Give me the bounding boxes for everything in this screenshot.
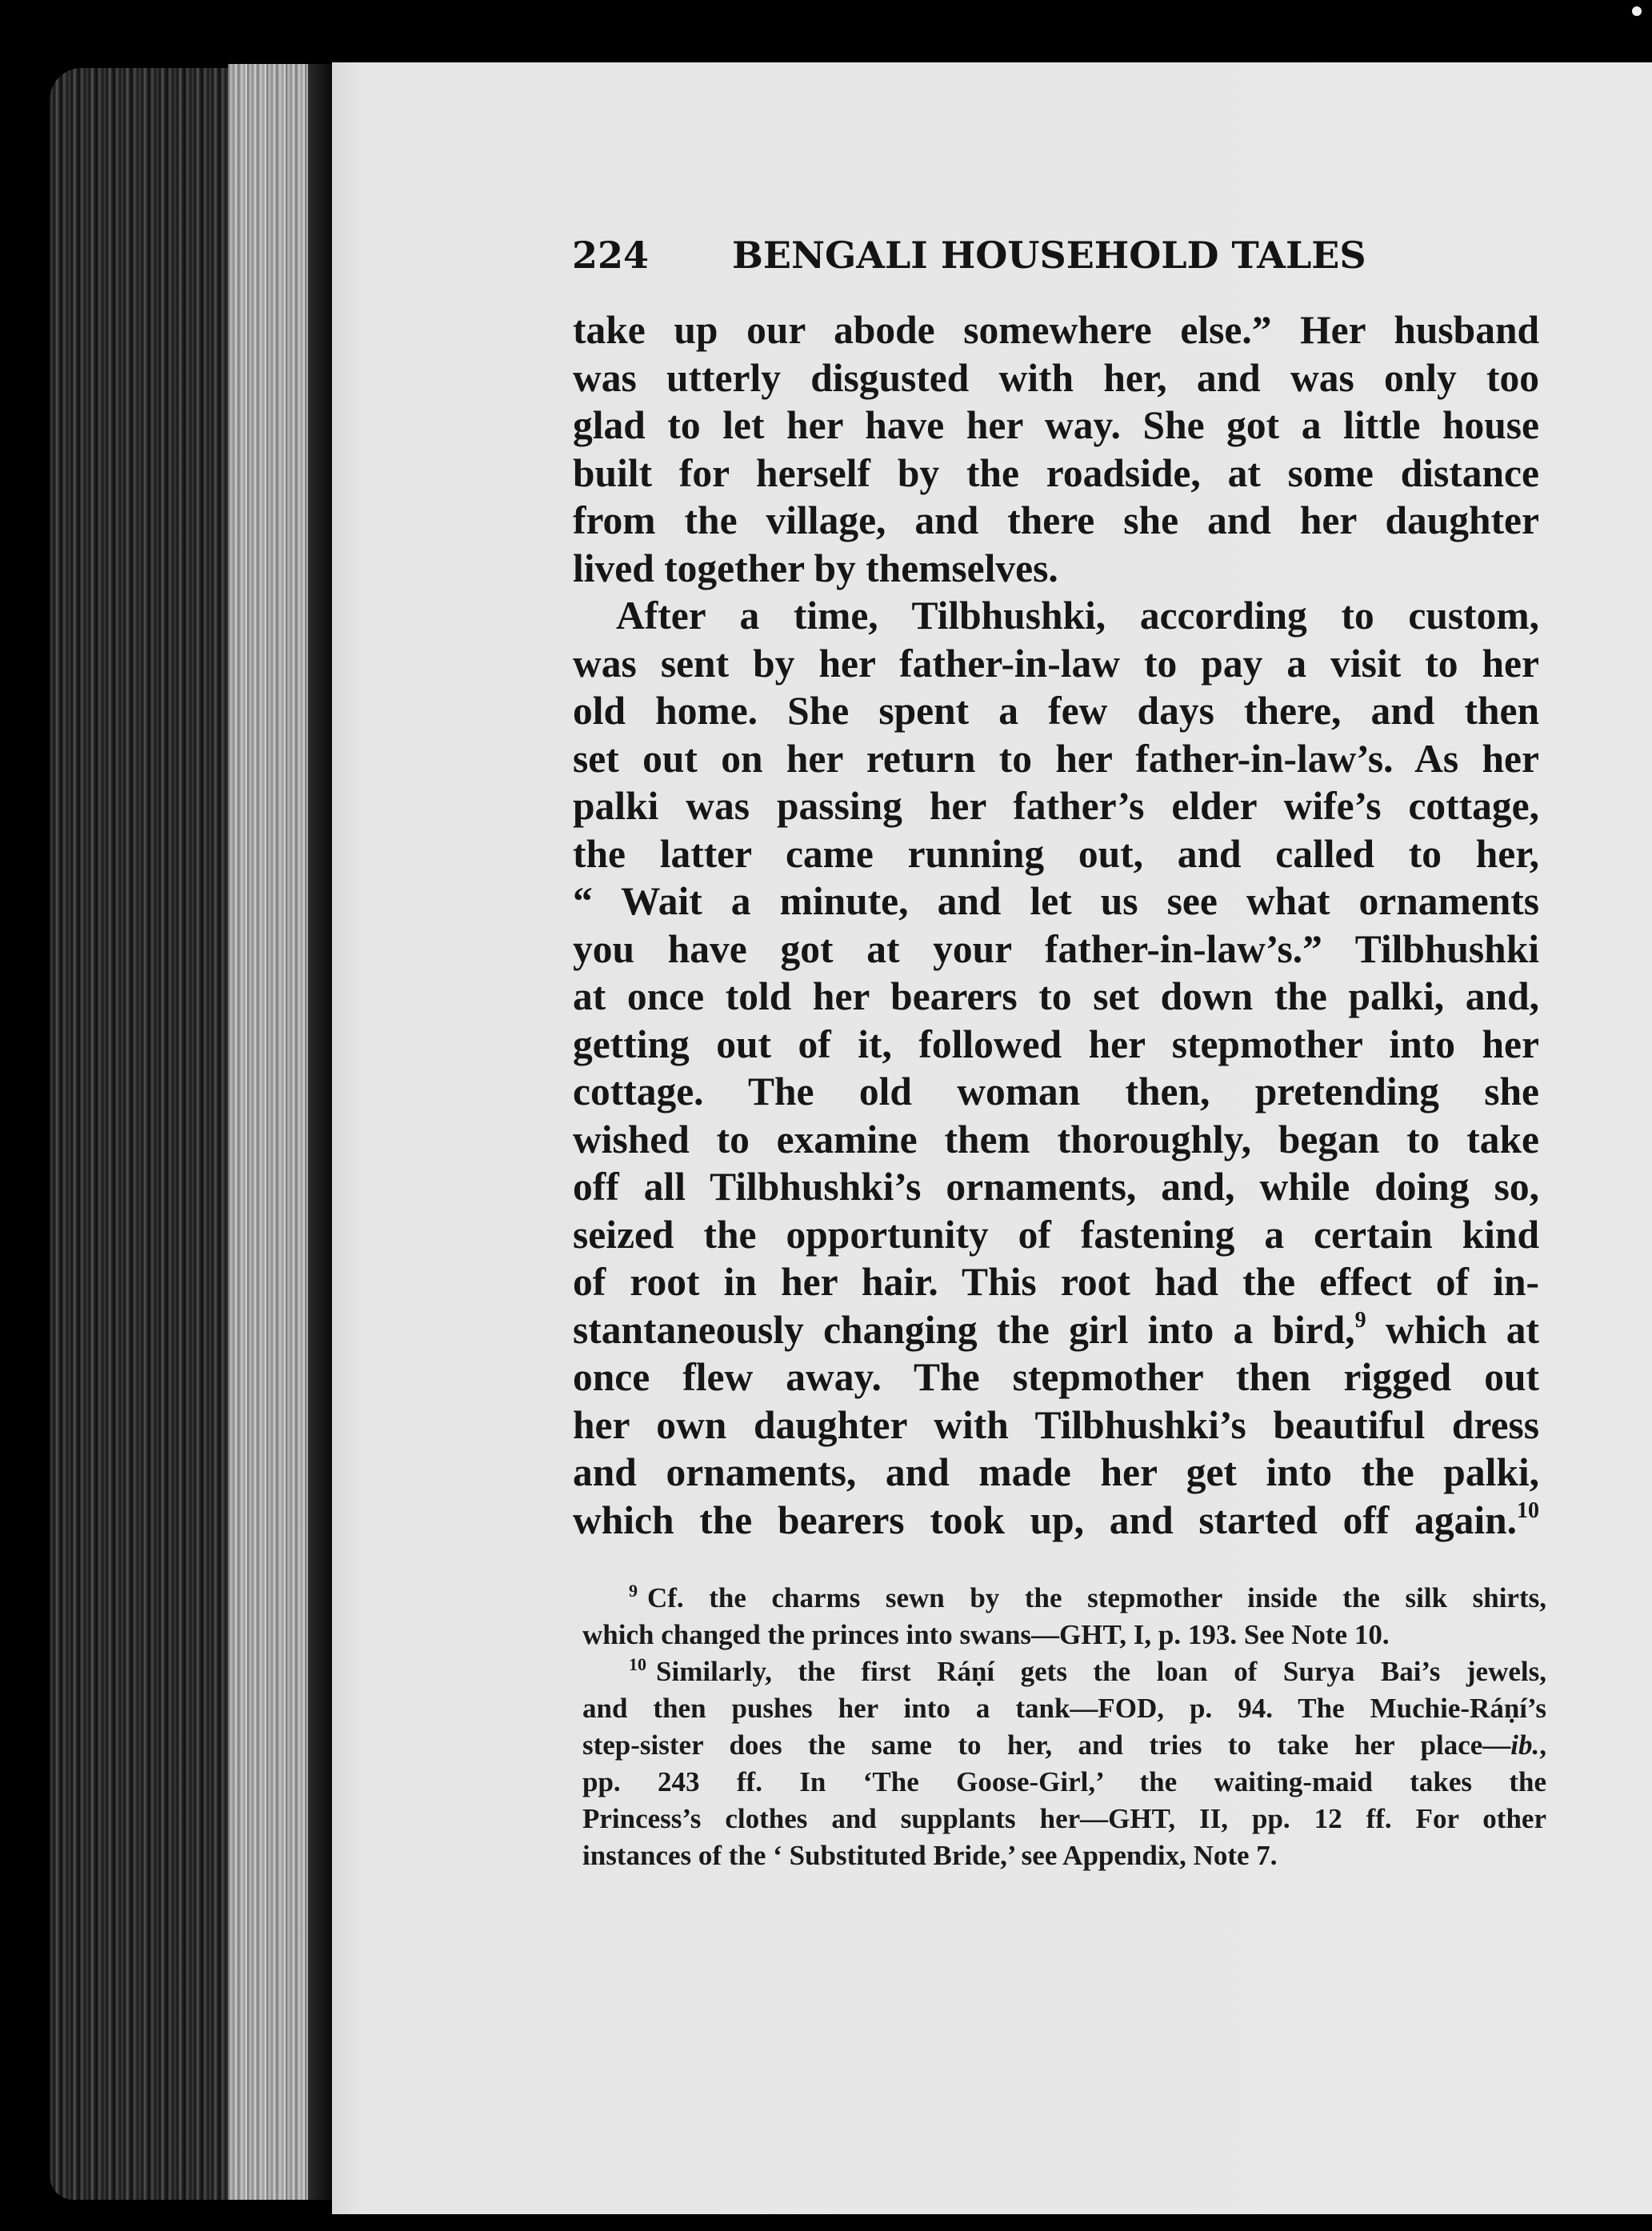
page-number: 224 [572, 234, 650, 277]
text-line: was utterly disgusted with her, and was only too [573, 355, 1539, 400]
footnote-10 [582, 1653, 1546, 1874]
text-line: “ Wait a minute, and let us see what ornaments [573, 879, 1539, 923]
paragraph-1 [573, 306, 1539, 592]
scan-speck [1632, 6, 1642, 16]
text-line-with-footnote-10 [573, 1497, 1539, 1545]
text-line: old home. She spent a few days there, and then [573, 689, 1539, 733]
text-line: take up our abode somewhere else.” Her husband [573, 308, 1539, 352]
gutter-shadow [308, 64, 332, 2200]
footnote-line: instances of the ‘ Substituted Bride,’ see Appendix, Note 7. [582, 1840, 1278, 1871]
text-line: glad to let her have her way. She got a little house [573, 403, 1539, 447]
footnotes [582, 1580, 1546, 1874]
text-line: After a time, Tilbhushki, according to custom, [616, 594, 1539, 638]
footnote-text: Similarly, the first Ráṇí gets the loan of Surya Bai’s jewels, [656, 1656, 1546, 1687]
text-line: from the village, and there she and her daughter [573, 498, 1539, 542]
text-line: off all Tilbhushki’s ornaments, and, while doing so, [573, 1165, 1539, 1209]
text-line: was sent by her father-in-law to pay a visit to her [573, 641, 1539, 686]
footnote-number: 9 [629, 1581, 638, 1601]
text-line: of root in her hair. This root had the effect of in- [573, 1260, 1539, 1304]
body-text [573, 306, 1539, 1544]
footnote-line: and then pushes her into a tank—FOD, p. 94. The Muchie-Ráṇí’s [582, 1693, 1546, 1724]
text-line: the latter came running out, and called to her, [573, 831, 1539, 876]
footnote-line: pp. 243 ff. In ‘The Goose-Girl,’ the waiting-maid takes the [582, 1766, 1546, 1797]
text-line: palki was passing her father’s elder wife’s cottage, [573, 784, 1539, 828]
text-line: wished to examine them thoroughly, began to take [573, 1117, 1539, 1161]
text-line: getting out of it, followed her stepmother into her [573, 1022, 1539, 1066]
footnote-marker-10: 10 [1517, 1497, 1539, 1523]
text-line: seized the opportunity of fastening a certain kind [573, 1212, 1539, 1257]
footnote-line: which changed the princes into swans—GHT, I, p. 193. See Note 10. [582, 1619, 1390, 1650]
footnote-line [582, 1580, 1546, 1617]
text-line: which the bearers took up, and started off again. [573, 1497, 1517, 1542]
running-head [572, 234, 1612, 277]
text-line: built for herself by the roadside, at some distance [573, 450, 1539, 495]
text-line: and ornaments, and made her get into the palki, [573, 1450, 1539, 1494]
text-line-with-footnote-9 [573, 1306, 1539, 1354]
text-line: stantaneously changing the girl into a bird, [573, 1307, 1355, 1352]
footnote-9 [582, 1580, 1546, 1653]
footnote-text: step-sister does the same to her, and tries to take her place— [582, 1729, 1511, 1761]
footnote-line [582, 1727, 1546, 1764]
footnote-marker-9: 9 [1354, 1307, 1366, 1333]
text-line: her own daughter with Tilbhushki’s beautiful dress [573, 1402, 1539, 1447]
footnote-text: , [1539, 1729, 1546, 1761]
text-line: set out on her return to her father-in-law’s. As her [573, 736, 1539, 781]
footnote-ibid: ib. [1510, 1729, 1540, 1761]
text-line-continuation: which at [1366, 1307, 1539, 1352]
text-line: once flew away. The stepmother then rigged out [573, 1355, 1539, 1399]
footnote-text: Cf. the charms sewn by the stepmother inside the silk shirts, [647, 1582, 1546, 1613]
text-line: at once told her bearers to set down the palki, and, [573, 974, 1539, 1018]
text-line: lived together by themselves. [573, 546, 1058, 590]
text-line: you have got at your father-in-law’s.” Tilbhushki [573, 926, 1539, 971]
footnote-number: 10 [629, 1654, 646, 1674]
text-line: cottage. The old woman then, pretending she [573, 1070, 1539, 1114]
paragraph-2 [573, 592, 1539, 1544]
footnote-line: Princess’s clothes and supplants her—GHT, II, pp. 12 ff. For other [582, 1803, 1546, 1834]
footnote-line [582, 1653, 1546, 1690]
running-title: BENGALI HOUSEHOLD TALES [732, 234, 1366, 277]
